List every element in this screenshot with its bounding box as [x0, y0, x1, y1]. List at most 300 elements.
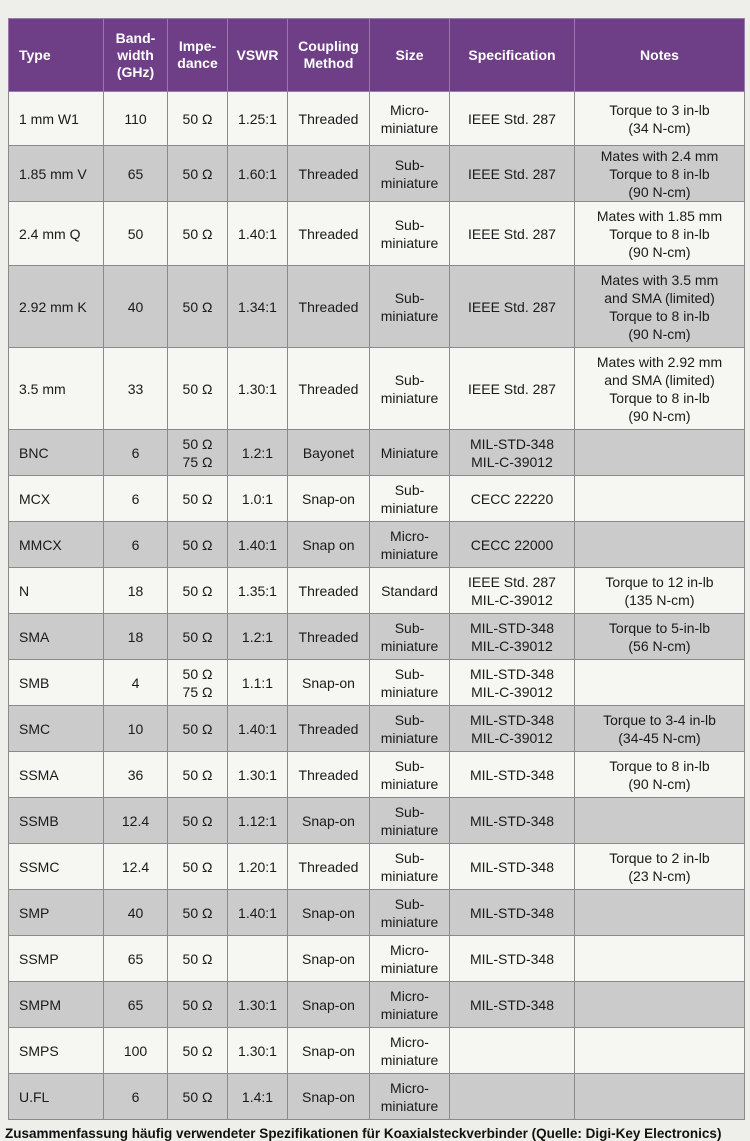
cell-size-line: Sub-: [394, 665, 425, 682]
cell-size: [370, 890, 450, 936]
cell-notes: [575, 522, 745, 568]
cell-coupling-method-line: Threaded: [298, 380, 359, 397]
cell-impedance-line: 50 Ω: [182, 1042, 213, 1059]
cell-specification: [450, 522, 575, 568]
cell-notes-line: Torque to 3 in-lb: [609, 101, 710, 118]
cell-bandwidth-line: 65: [127, 165, 144, 182]
cell-coupling-method: [288, 522, 370, 568]
header-size: [370, 19, 450, 92]
cell-impedance-line: 50 Ω: [182, 380, 213, 397]
cell-bandwidth: [104, 752, 168, 798]
cell-vswr: [228, 706, 288, 752]
cell-size-line: miniature: [380, 174, 439, 191]
cell-coupling-method: [288, 752, 370, 798]
cell-notes: [575, 982, 745, 1028]
cell-type-line: 2.92 mm K: [19, 298, 87, 315]
cell-size-line: Sub-: [394, 216, 425, 233]
cell-type: [9, 146, 104, 202]
table-caption: Zusammenfassung häufig verwendeter Spezifikationen für Koaxialsteckverbinder (Quelle: Digi-Key Electronics): [5, 1126, 722, 1141]
cell-bandwidth: [104, 430, 168, 476]
cell-impedance-line: 50 Ω: [182, 766, 213, 783]
cell-size-line: miniature: [380, 307, 439, 324]
cell-size: [370, 92, 450, 146]
cell-coupling-method-line: Threaded: [298, 858, 359, 875]
cell-impedance: [168, 890, 228, 936]
cell-size-line: Micro-: [390, 1079, 429, 1096]
table-row: [9, 348, 745, 430]
cell-size-line: Sub-: [394, 711, 425, 728]
cell-notes-line: (90 N-cm): [628, 325, 691, 342]
cell-type-line: BNC: [19, 444, 49, 461]
cell-coupling-method-line: Threaded: [298, 766, 359, 783]
cell-impedance: [168, 614, 228, 660]
cell-size: [370, 348, 450, 430]
cell-type: [9, 266, 104, 348]
cell-specification-line: MIL-STD-348: [469, 858, 555, 875]
cell-specification-line: CECC 22000: [470, 536, 554, 553]
cell-vswr-line: 1.30:1: [238, 380, 277, 397]
cell-impedance: [168, 146, 228, 202]
cell-type-line: MCX: [19, 490, 51, 507]
cell-vswr: [228, 348, 288, 430]
header-type: [9, 19, 104, 92]
cell-size-line: miniature: [380, 729, 439, 746]
cell-bandwidth-line: 6: [131, 490, 140, 507]
cell-size: [370, 982, 450, 1028]
cell-vswr-line: 1.34:1: [238, 298, 277, 315]
cell-coupling-method-line: Threaded: [298, 720, 359, 737]
cell-type-line: SMPS: [19, 1042, 59, 1059]
cell-type: [9, 476, 104, 522]
cell-vswr-line: 1.4:1: [241, 1088, 274, 1105]
cell-bandwidth: [104, 146, 168, 202]
cell-impedance: [168, 752, 228, 798]
cell-size-line: Sub-: [394, 895, 425, 912]
cell-type: [9, 752, 104, 798]
cell-impedance-line: 50 Ω: [182, 996, 213, 1013]
cell-notes-line: (90 N-cm): [628, 243, 691, 260]
cell-impedance-line: 50 Ω: [182, 950, 213, 967]
cell-coupling-method-line: Snap on: [302, 536, 355, 553]
cell-specification: [450, 706, 575, 752]
cell-notes-line: (34-45 N-cm): [618, 729, 701, 746]
cell-vswr-line: 1.25:1: [238, 110, 277, 127]
cell-size-line: miniature: [380, 1051, 439, 1068]
cell-size-line: Sub-: [394, 757, 425, 774]
header-row: [9, 19, 745, 92]
cell-impedance: [168, 92, 228, 146]
table-row: [9, 92, 745, 146]
cell-vswr: [228, 936, 288, 982]
cell-notes: [575, 798, 745, 844]
cell-coupling-method-line: Snap-on: [302, 1088, 355, 1105]
cell-vswr-line: 1.30:1: [238, 766, 277, 783]
cell-size-line: Micro-: [390, 987, 429, 1004]
cell-bandwidth: [104, 266, 168, 348]
cell-coupling-method-line: Threaded: [298, 582, 359, 599]
cell-size-line: Standard: [381, 582, 438, 599]
cell-impedance-line: 50 Ω: [182, 490, 213, 507]
header-impedance-line: Impe-: [178, 38, 217, 54]
cell-size-line: miniature: [380, 637, 439, 654]
cell-specification: [450, 476, 575, 522]
cell-type-line: SSMA: [19, 766, 59, 783]
cell-impedance-line: 50 Ω: [182, 110, 213, 127]
cell-impedance: [168, 936, 228, 982]
cell-coupling-method: [288, 568, 370, 614]
cell-coupling-method: [288, 202, 370, 266]
cell-vswr-line: 1.12:1: [238, 812, 277, 829]
cell-size-line: Micro-: [390, 101, 429, 118]
cell-notes: [575, 1028, 745, 1074]
cell-type-line: 1 mm W1: [19, 110, 79, 127]
cell-size-line: miniature: [380, 1097, 439, 1114]
cell-specification: [450, 844, 575, 890]
cell-vswr: [228, 890, 288, 936]
cell-specification-line: MIL-C-39012: [471, 637, 553, 654]
cell-vswr: [228, 1028, 288, 1074]
cell-specification-line: MIL-C-39012: [471, 729, 553, 746]
cell-specification: [450, 614, 575, 660]
cell-type: [9, 568, 104, 614]
cell-coupling-method-line: Threaded: [298, 298, 359, 315]
cell-coupling-method: [288, 982, 370, 1028]
cell-size: [370, 752, 450, 798]
cell-bandwidth-line: 18: [127, 582, 144, 599]
table-row: [9, 476, 745, 522]
cell-vswr: [228, 476, 288, 522]
cell-bandwidth-line: 50: [127, 225, 144, 242]
cell-size-line: Micro-: [390, 941, 429, 958]
cell-notes-line: Torque to 2 in-lb: [609, 849, 710, 866]
cell-vswr: [228, 752, 288, 798]
cell-specification-line: MIL-STD-348: [469, 711, 555, 728]
cell-size-line: miniature: [380, 499, 439, 516]
cell-size: [370, 798, 450, 844]
cell-specification: [450, 1074, 575, 1120]
cell-coupling-method: [288, 844, 370, 890]
cell-coupling-method-line: Snap-on: [302, 950, 355, 967]
cell-notes: [575, 890, 745, 936]
cell-coupling-method-line: Threaded: [298, 110, 359, 127]
cell-notes-line: Mates with 2.92 mm: [596, 353, 723, 370]
cell-size-line: miniature: [380, 913, 439, 930]
cell-coupling-method: [288, 614, 370, 660]
cell-coupling-method-line: Threaded: [298, 165, 359, 182]
cell-specification-line: IEEE Std. 287: [468, 298, 556, 315]
cell-size-line: Micro-: [390, 1033, 429, 1050]
cell-bandwidth: [104, 92, 168, 146]
cell-impedance-line: 50 Ω: [182, 435, 213, 452]
cell-notes-line: Mates with 3.5 mm: [600, 271, 719, 288]
cell-notes-line: Torque to 8 in-lb: [609, 307, 710, 324]
cell-bandwidth-line: 40: [127, 298, 144, 315]
cell-vswr: [228, 146, 288, 202]
cell-bandwidth-line: 100: [123, 1042, 148, 1059]
cell-vswr: [228, 430, 288, 476]
cell-specification: [450, 1028, 575, 1074]
cell-size: [370, 614, 450, 660]
cell-coupling-method: [288, 146, 370, 202]
cell-size-line: Sub-: [394, 481, 425, 498]
cell-size-line: miniature: [380, 959, 439, 976]
cell-impedance: [168, 798, 228, 844]
cell-specification-line: IEEE Std. 287: [468, 165, 556, 182]
cell-bandwidth-line: 110: [124, 110, 147, 127]
table-row: [9, 614, 745, 660]
cell-vswr-line: 1.30:1: [238, 996, 277, 1013]
cell-bandwidth: [104, 798, 168, 844]
cell-size: [370, 706, 450, 752]
header-coupling-method-line: Coupling: [298, 38, 359, 54]
cell-type: [9, 430, 104, 476]
cell-type-line: 3.5 mm: [19, 380, 66, 397]
cell-coupling-method-line: Snap-on: [302, 1042, 355, 1059]
cell-notes-line: and SMA (limited): [604, 289, 715, 306]
cell-type-line: SMPM: [19, 996, 61, 1013]
cell-bandwidth: [104, 936, 168, 982]
cell-type: [9, 348, 104, 430]
cell-vswr: [228, 660, 288, 706]
header-type-line: Type: [19, 46, 51, 63]
cell-notes-line: Torque to 8 in-lb: [609, 165, 710, 182]
cell-coupling-method: [288, 1074, 370, 1120]
table-header: [9, 19, 745, 92]
cell-notes: [575, 844, 745, 890]
cell-vswr: [228, 1074, 288, 1120]
cell-coupling-method: [288, 1028, 370, 1074]
cell-impedance: [168, 844, 228, 890]
cell-specification-line: MIL-C-39012: [471, 591, 553, 608]
cell-specification: [450, 266, 575, 348]
cell-coupling-method-line: Snap-on: [302, 996, 355, 1013]
cell-impedance: [168, 660, 228, 706]
cell-impedance-line: 50 Ω: [182, 225, 213, 242]
cell-notes: [575, 92, 745, 146]
cell-notes-line: (23 N-cm): [628, 867, 691, 884]
cell-type-line: SMC: [19, 720, 51, 737]
cell-coupling-method: [288, 890, 370, 936]
cell-coupling-method-line: Snap-on: [302, 490, 355, 507]
cell-vswr: [228, 266, 288, 348]
cell-impedance-line: 50 Ω: [182, 812, 213, 829]
cell-notes-line: Mates with 2.4 mm: [600, 147, 719, 164]
cell-impedance: [168, 706, 228, 752]
cell-specification: [450, 202, 575, 266]
cell-specification-line: MIL-STD-348: [469, 812, 555, 829]
cell-vswr-line: 1.40:1: [238, 720, 277, 737]
cell-notes-line: Torque to 8 in-lb: [609, 225, 710, 242]
cell-notes: [575, 706, 745, 752]
cell-size-line: Miniature: [380, 444, 439, 461]
cell-notes-line: (56 N-cm): [628, 637, 691, 654]
cell-notes: [575, 430, 745, 476]
cell-impedance-line: 75 Ω: [182, 453, 213, 470]
cell-notes: [575, 936, 745, 982]
header-notes: [575, 19, 745, 92]
cell-bandwidth: [104, 202, 168, 266]
cell-notes: [575, 614, 745, 660]
cell-notes-line: Torque to 12 in-lb: [605, 573, 714, 590]
cell-coupling-method-line: Threaded: [298, 628, 359, 645]
cell-impedance: [168, 522, 228, 568]
cell-type-line: SSMC: [19, 858, 60, 875]
table-row: [9, 936, 745, 982]
cell-type-line: 2.4 mm Q: [19, 225, 81, 242]
cell-specification: [450, 348, 575, 430]
cell-impedance: [168, 982, 228, 1028]
table-row: [9, 982, 745, 1028]
header-specification: [450, 19, 575, 92]
cell-specification-line: IEEE Std. 287: [468, 225, 556, 242]
header-coupling-method: [288, 19, 370, 92]
cell-bandwidth-line: 40: [127, 904, 144, 921]
cell-bandwidth-line: 12.4: [121, 858, 150, 875]
cell-type: [9, 844, 104, 890]
cell-impedance-line: 50 Ω: [182, 1088, 213, 1105]
cell-size: [370, 522, 450, 568]
cell-size: [370, 1074, 450, 1120]
cell-type: [9, 936, 104, 982]
cell-type-line: MMCX: [19, 536, 62, 553]
cell-impedance-line: 50 Ω: [182, 536, 213, 553]
cell-vswr-line: 1.1:1: [241, 674, 274, 691]
cell-type-line: SSMP: [19, 950, 59, 967]
table-row: [9, 266, 745, 348]
cell-bandwidth-line: 12.4: [121, 812, 150, 829]
cell-size-line: miniature: [380, 821, 439, 838]
cell-coupling-method-line: Snap-on: [302, 904, 355, 921]
cell-impedance-line: 50 Ω: [182, 582, 213, 599]
cell-size-line: Sub-: [394, 289, 425, 306]
cell-size-line: Sub-: [394, 156, 425, 173]
cell-vswr: [228, 844, 288, 890]
cell-bandwidth-line: 65: [127, 950, 144, 967]
cell-specification-line: MIL-STD-348: [469, 766, 555, 783]
header-impedance: [168, 19, 228, 92]
cell-impedance: [168, 476, 228, 522]
cell-type: [9, 92, 104, 146]
cell-coupling-method-line: Snap-on: [302, 812, 355, 829]
cell-coupling-method-line: Snap-on: [302, 674, 355, 691]
cell-vswr: [228, 614, 288, 660]
cell-size-line: Sub-: [394, 849, 425, 866]
cell-impedance-line: 50 Ω: [182, 904, 213, 921]
cell-notes-line: (135 N-cm): [624, 591, 695, 608]
cell-size-line: miniature: [380, 1005, 439, 1022]
header-vswr-line: VSWR: [236, 46, 279, 63]
cell-size-line: miniature: [380, 119, 439, 136]
cell-specification: [450, 982, 575, 1028]
cell-type: [9, 1028, 104, 1074]
table-body: [9, 92, 745, 1120]
cell-size: [370, 936, 450, 982]
cell-coupling-method: [288, 798, 370, 844]
cell-notes-line: Torque to 8 in-lb: [609, 757, 710, 774]
cell-type-line: U.FL: [19, 1088, 50, 1105]
cell-notes-line: (90 N-cm): [628, 407, 691, 424]
cell-size: [370, 266, 450, 348]
table-row: [9, 1028, 745, 1074]
cell-vswr-line: 1.20:1: [238, 858, 277, 875]
cell-notes-line: Torque to 8 in-lb: [609, 389, 710, 406]
table-row: [9, 844, 745, 890]
header-bandwidth-line: Band-: [115, 29, 156, 46]
cell-size: [370, 660, 450, 706]
cell-vswr-line: 1.0:1: [241, 490, 274, 507]
cell-size-line: miniature: [380, 867, 439, 884]
cell-size-line: miniature: [380, 545, 439, 562]
cell-bandwidth: [104, 522, 168, 568]
cell-size-line: Sub-: [394, 371, 425, 388]
cell-size: [370, 202, 450, 266]
header-vswr: [228, 19, 288, 92]
cell-vswr: [228, 92, 288, 146]
cell-bandwidth: [104, 982, 168, 1028]
cell-bandwidth: [104, 568, 168, 614]
cell-size: [370, 844, 450, 890]
cell-type-line: SMP: [19, 904, 50, 921]
cell-notes: [575, 266, 745, 348]
cell-notes: [575, 146, 745, 202]
cell-notes-line: (90 N-cm): [628, 775, 691, 792]
cell-notes-line: (90 N-cm): [628, 183, 691, 200]
cell-impedance-line: 50 Ω: [182, 628, 213, 645]
cell-impedance-line: 50 Ω: [182, 858, 213, 875]
cell-specification: [450, 430, 575, 476]
cell-notes: [575, 202, 745, 266]
cell-coupling-method: [288, 476, 370, 522]
cell-vswr: [228, 202, 288, 266]
cell-coupling-method: [288, 660, 370, 706]
table-row: [9, 146, 745, 202]
cell-notes: [575, 348, 745, 430]
cell-size-line: miniature: [380, 683, 439, 700]
cell-specification: [450, 936, 575, 982]
cell-vswr-line: 1.40:1: [238, 225, 277, 242]
cell-type: [9, 522, 104, 568]
cell-vswr-line: 1.2:1: [241, 444, 274, 461]
cell-specification: [450, 798, 575, 844]
cell-coupling-method-line: Threaded: [298, 225, 359, 242]
cell-impedance: [168, 348, 228, 430]
header-bandwidth: [104, 19, 168, 92]
table-row: [9, 202, 745, 266]
connector-spec-table: [8, 18, 745, 1120]
cell-impedance-line: 50 Ω: [182, 665, 213, 682]
cell-coupling-method: [288, 706, 370, 752]
cell-bandwidth-line: 18: [127, 628, 144, 645]
cell-size: [370, 476, 450, 522]
cell-specification-line: IEEE Std. 287: [468, 573, 556, 590]
cell-specification-line: MIL-STD-348: [469, 996, 555, 1013]
header-impedance-line: dance: [177, 55, 218, 71]
cell-size: [370, 146, 450, 202]
cell-type-line: SMB: [19, 674, 50, 691]
cell-specification-line: MIL-STD-348: [469, 435, 555, 452]
cell-specification: [450, 92, 575, 146]
cell-vswr: [228, 798, 288, 844]
cell-notes: [575, 476, 745, 522]
cell-bandwidth: [104, 660, 168, 706]
cell-size-line: miniature: [380, 775, 439, 792]
cell-size-line: Sub-: [394, 619, 425, 636]
cell-type: [9, 706, 104, 752]
cell-bandwidth: [104, 476, 168, 522]
cell-notes: [575, 568, 745, 614]
cell-vswr-line: 1.30:1: [238, 1042, 277, 1059]
cell-notes: [575, 1074, 745, 1120]
